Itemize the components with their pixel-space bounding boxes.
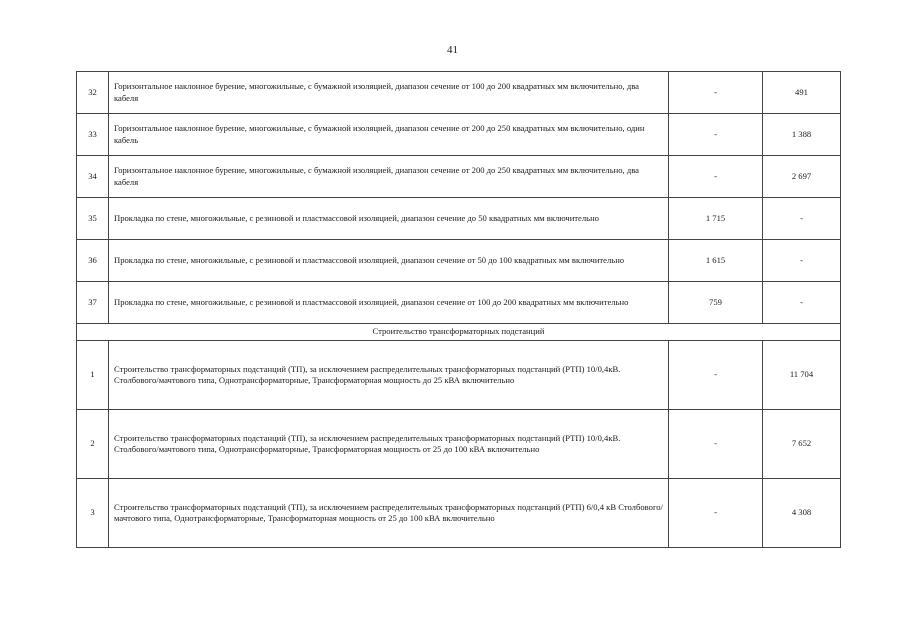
row-value-2: 7 652 — [763, 410, 841, 479]
row-description: Горизонтальное наклонное бурение, многожильные, с бумажной изоляцией, диапазон сечение от 100 до 200 квадратных мм включительно, два кабеля — [109, 72, 669, 114]
page-number: 41 — [447, 44, 458, 56]
row-number: 32 — [77, 72, 109, 114]
row-value-1: 1 615 — [669, 240, 763, 282]
row-value-2: - — [763, 198, 841, 240]
row-number: 3 — [77, 479, 109, 548]
row-number: 35 — [77, 198, 109, 240]
row-value-1: - — [669, 156, 763, 198]
row-number: 36 — [77, 240, 109, 282]
table-row — [77, 240, 841, 282]
table-row — [77, 114, 841, 156]
row-description: Прокладка по стене, многожильные, с резиновой и пластмассовой изоляцией, диапазон сечение до 50 квадратных мм включительно — [109, 198, 669, 240]
row-value-2: 2 697 — [763, 156, 841, 198]
rates-table — [76, 71, 841, 548]
row-value-2: 1 388 — [763, 114, 841, 156]
section-header-row — [77, 324, 841, 341]
row-value-1: - — [669, 114, 763, 156]
table-row — [77, 156, 841, 198]
table-row — [77, 72, 841, 114]
row-value-1: - — [669, 72, 763, 114]
table-row — [77, 198, 841, 240]
row-description: Строительство трансформаторных подстанций (ТП), за исключением распределительных трансформаторных подстанций (РТП) 6/0,4 кВ Столбового/мачтового типа, Однотрансформаторные, Трансформаторная мощность от 25 до 100 кВА включительно — [109, 479, 669, 548]
row-value-1: 759 — [669, 282, 763, 324]
row-number: 34 — [77, 156, 109, 198]
row-value-2: - — [763, 282, 841, 324]
row-value-1: - — [669, 410, 763, 479]
row-value-1: 1 715 — [669, 198, 763, 240]
row-value-2: 11 704 — [763, 341, 841, 410]
table-row — [77, 410, 841, 479]
table-row — [77, 282, 841, 324]
row-number: 2 — [77, 410, 109, 479]
row-value-1: - — [669, 341, 763, 410]
row-description: Строительство трансформаторных подстанций (ТП), за исключением распределительных трансформаторных подстанций (РТП) 10/0,4кВ. Столбового/мачтового типа, Однотрансформаторные, Трансформаторная мощность до 25 кВА включительно — [109, 341, 669, 410]
row-description: Горизонтальное наклонное бурение, многожильные, с бумажной изоляцией, диапазон сечение от 200 до 250 квадратных мм включительно, один кабель — [109, 114, 669, 156]
row-number: 1 — [77, 341, 109, 410]
table-row — [77, 479, 841, 548]
row-description: Строительство трансформаторных подстанций (ТП), за исключением распределительных трансформаторных подстанций (РТП) 10/0,4кВ. Столбового/мачтового типа, Однотрансформаторные, Трансформаторная мощность от 25 до 100 кВА включительно — [109, 410, 669, 479]
row-number: 33 — [77, 114, 109, 156]
row-description: Прокладка по стене, многожильные, с резиновой и пластмассовой изоляцией, диапазон сечение от 50 до 100 квадратных мм включительно — [109, 240, 669, 282]
row-description: Горизонтальное наклонное бурение, многожильные, с бумажной изоляцией, диапазон сечение от 200 до 250 квадратных мм включительно, два кабеля — [109, 156, 669, 198]
row-number: 37 — [77, 282, 109, 324]
row-value-2: 491 — [763, 72, 841, 114]
row-value-2: 4 308 — [763, 479, 841, 548]
row-description: Прокладка по стене, многожильные, с резиновой и пластмассовой изоляцией, диапазон сечение от 100 до 200 квадратных мм включительно — [109, 282, 669, 324]
row-value-2: - — [763, 240, 841, 282]
section-title: Строительство трансформаторных подстанций — [77, 324, 841, 341]
row-value-1: - — [669, 479, 763, 548]
table-row — [77, 341, 841, 410]
